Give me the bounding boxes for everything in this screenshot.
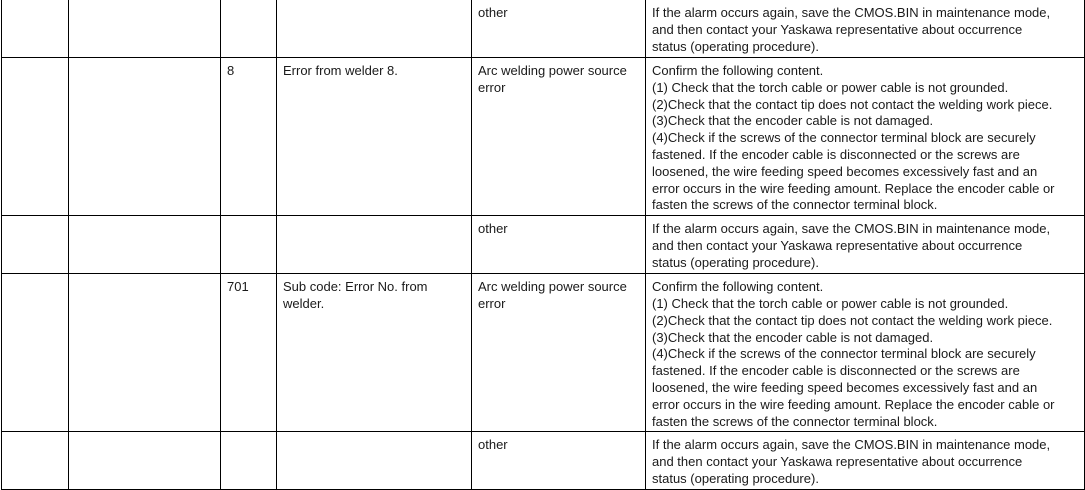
alarm-name-cell xyxy=(69,274,221,432)
alarm-number-cell xyxy=(2,216,69,274)
sub-code-cell xyxy=(221,432,277,490)
meaning-cell xyxy=(277,0,472,58)
alarm-number-cell xyxy=(2,0,69,58)
table-row xyxy=(2,216,1085,274)
alarm-number-cell xyxy=(2,274,69,432)
sub-code-cell: 701 xyxy=(221,274,277,432)
alarm-table xyxy=(1,0,1085,490)
meaning-cell xyxy=(277,216,472,274)
alarm-name-cell xyxy=(69,432,221,490)
sub-code-cell xyxy=(221,0,277,58)
alarm-name-cell xyxy=(69,0,221,58)
alarm-number-cell xyxy=(2,58,69,216)
meaning-cell xyxy=(277,432,472,490)
sub-code-cell: 8 xyxy=(221,58,277,216)
cause-cell: Arc welding power source error xyxy=(472,274,646,432)
table-row xyxy=(2,0,1085,58)
cause-cell: other xyxy=(472,432,646,490)
alarm-name-cell xyxy=(69,58,221,216)
meaning-cell: Sub code: Error No. from welder. xyxy=(277,274,472,432)
alarm-name-cell xyxy=(69,216,221,274)
cause-cell: other xyxy=(472,0,646,58)
sub-code-cell xyxy=(221,216,277,274)
remedy-cell: If the alarm occurs again, save the CMOS.BIN in maintenance mode, and then contact your Yaskawa representative about occurrence status (operating procedure). xyxy=(646,216,1085,274)
alarm-number-cell xyxy=(2,432,69,490)
remedy-cell: Confirm the following content. (1) Check that the torch cable or power cable is not grounded. (2)Check that the contact tip does not contact the welding work piece. (3)Check that the encoder cable is not damaged. (4)Check if the screws of the connector terminal block are securely fastened. If the encoder cable is disconnected or the screws are loosened, the wire feeding speed becomes excessively fast and an error occurs in the wire feeding amount. Replace the encoder cable or fasten the screws of the connector terminal block. xyxy=(646,274,1085,432)
remedy-cell: Confirm the following content. (1) Check that the torch cable or power cable is not grounded. (2)Check that the contact tip does not contact the welding work piece. (3)Check that the encoder cable is not damaged. (4)Check if the screws of the connector terminal block are securely fastened. If the encoder cable is disconnected or the screws are loosened, the wire feeding speed becomes excessively fast and an error occurs in the wire feeding amount. Replace the encoder cable or fasten the screws of the connector terminal block. xyxy=(646,58,1085,216)
table-row xyxy=(2,58,1085,216)
cause-cell: Arc welding power source error xyxy=(472,58,646,216)
cause-cell: other xyxy=(472,216,646,274)
meaning-cell: Error from welder 8. xyxy=(277,58,472,216)
table-row xyxy=(2,274,1085,432)
remedy-cell: If the alarm occurs again, save the CMOS.BIN in maintenance mode, and then contact your Yaskawa representative about occurrence status (operating procedure). xyxy=(646,432,1085,490)
table-row xyxy=(2,432,1085,490)
remedy-cell: If the alarm occurs again, save the CMOS.BIN in maintenance mode, and then contact your Yaskawa representative about occurrence status (operating procedure). xyxy=(646,0,1085,58)
